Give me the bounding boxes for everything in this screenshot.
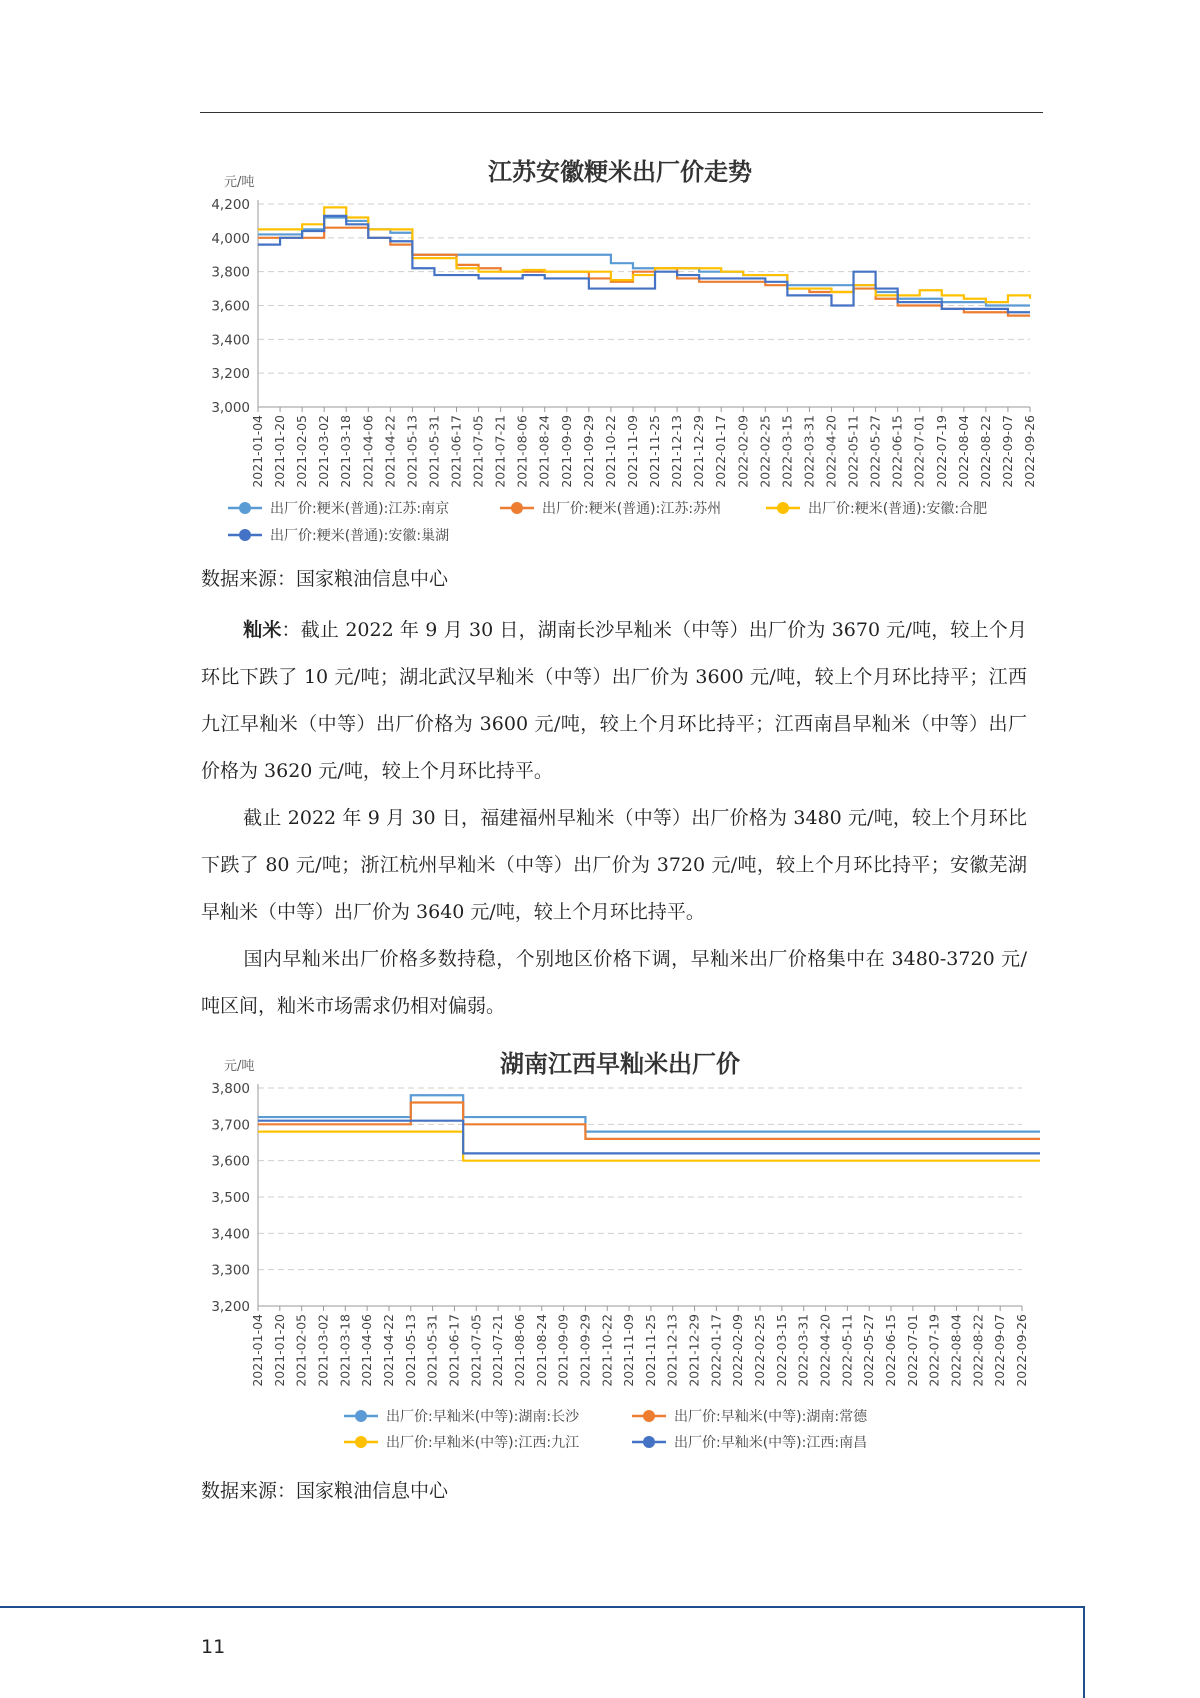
x-tick-label: 2022-01-17 (713, 415, 729, 488)
y-tick-label: 3,300 (211, 1262, 250, 1279)
x-tick-label: 2021-03-02 (316, 415, 332, 488)
x-tick-label: 2022-03-31 (801, 415, 817, 488)
y-tick-label: 3,500 (211, 1190, 250, 1206)
y-tick-label: 3,600 (211, 1153, 250, 1170)
x-tick-label: 2022-03-31 (795, 1314, 811, 1387)
x-tick-label: 2021-11-09 (624, 415, 640, 488)
x-tick-label: 2022-01-17 (708, 1314, 724, 1387)
x-tick-label: 2021-02-05 (294, 415, 310, 488)
x-tick-label: 2021-06-17 (448, 415, 464, 488)
x-tick-label: 2021-11-25 (642, 1314, 658, 1387)
series-line (258, 218, 1030, 306)
y-axis-unit: 元/吨 (224, 1059, 255, 1074)
x-tick-label: 2022-03-15 (779, 415, 795, 488)
paragraph-indica-2 (201, 795, 1027, 936)
paragraph-summary (201, 936, 1027, 1030)
x-tick-label: 2021-03-18 (337, 1314, 353, 1387)
legend-label: 出厂价:粳米(普通):江苏:苏州 (542, 501, 722, 517)
footer-rule (0, 1606, 1085, 1608)
x-tick-label: 2021-04-06 (360, 415, 376, 488)
legend-swatch-dot (643, 1410, 655, 1422)
legend-label: 出厂价:早籼米(中等):湖南:常德 (674, 1409, 868, 1425)
x-tick-label: 2022-08-22 (970, 1314, 986, 1387)
y-tick-label: 3,200 (211, 366, 250, 383)
x-tick-label: 2022-09-07 (992, 1314, 1008, 1387)
x-tick-label: 2021-07-05 (470, 415, 486, 488)
y-tick-label: 4,000 (211, 230, 250, 247)
x-tick-label: 2021-08-06 (514, 415, 530, 488)
x-tick-label: 2021-07-21 (492, 415, 508, 488)
x-tick-label: 2021-07-05 (468, 1314, 484, 1387)
x-tick-label: 2021-04-22 (380, 1314, 396, 1387)
x-tick-label: 2021-09-29 (580, 415, 596, 488)
legend-label: 出厂价:早籼米(中等):江西:南昌 (674, 1435, 868, 1451)
x-tick-label: 2022-06-15 (889, 415, 905, 488)
jiangsu-anhui-japonica-chart (200, 140, 1040, 550)
source-note-2: 数据来源：国家粮油信息中心 (201, 1480, 449, 1502)
x-tick-label: 2022-05-27 (867, 415, 883, 488)
x-tick-label: 2021-05-13 (402, 1314, 418, 1387)
x-tick-label: 2021-05-13 (404, 415, 420, 488)
x-tick-label: 2021-08-06 (511, 1314, 527, 1387)
series-line (258, 1095, 1040, 1135)
x-tick-label: 2022-05-11 (845, 415, 861, 488)
legend-swatch-dot (239, 529, 251, 541)
x-tick-label: 2021-11-25 (647, 415, 663, 488)
legend-label: 出厂价:早籼米(中等):湖南:长沙 (386, 1409, 580, 1425)
x-tick-label: 2021-05-31 (424, 1314, 440, 1387)
legend-swatch-dot (643, 1436, 655, 1448)
chart-title: 湖南江西早籼米出厂价 (500, 1050, 740, 1078)
x-tick-label: 2022-07-01 (911, 415, 927, 488)
legend-swatch-dot (511, 502, 523, 514)
y-tick-label: 3,200 (211, 1299, 250, 1315)
paragraph-indica-1 (201, 607, 1027, 795)
x-tick-label: 2022-09-26 (1022, 415, 1037, 488)
x-tick-label: 2021-01-04 (250, 1314, 265, 1387)
x-tick-label: 2022-09-07 (999, 415, 1015, 488)
y-axis-unit: 元/吨 (224, 175, 255, 190)
paragraph-text: ：截止 2022 年 9 月 30 日，湖南长沙早籼米（中等）出厂价为 3670 元/吨，较上个月环比下跌了 10 元/吨；湖北武汉早籼米（中等）出厂价为 3600 元/吨，较上个月环比持平；江西九江早籼米（中等）出厂价格为 3600 元/吨，较上个月环比持平；江西南昌早籼米（中等）出厂价格为 3620 元/吨，较上个月环比持平。 (201, 619, 1027, 782)
legend-swatch-dot (355, 1436, 367, 1448)
x-tick-label: 2022-07-19 (933, 415, 949, 488)
hunan-jiangxi-early-indica-chart (200, 1040, 1040, 1460)
x-tick-label: 2022-02-25 (752, 1314, 768, 1387)
page-number: 11 (201, 1636, 226, 1658)
x-tick-label: 2021-10-22 (599, 1314, 615, 1387)
x-tick-label: 2021-12-13 (664, 1314, 680, 1387)
x-tick-label: 2021-03-02 (315, 1314, 331, 1387)
x-tick-label: 2022-08-22 (977, 415, 993, 488)
footer-rule-vertical (1083, 1606, 1085, 1698)
y-tick-label: 3,400 (211, 332, 250, 349)
y-tick-label: 3,800 (211, 1081, 250, 1097)
series-line (258, 1103, 1040, 1143)
y-tick-label: 3,700 (211, 1117, 250, 1134)
x-tick-label: 2021-01-04 (250, 415, 265, 488)
x-tick-label: 2021-05-31 (426, 415, 442, 488)
x-tick-label: 2022-02-09 (735, 415, 751, 488)
y-tick-label: 4,200 (211, 197, 250, 213)
x-tick-label: 2021-01-20 (272, 415, 288, 488)
legend-label: 出厂价:早籼米(中等):江西:九江 (386, 1435, 580, 1451)
x-tick-label: 2022-04-20 (817, 1314, 833, 1387)
y-tick-label: 3,000 (211, 400, 250, 416)
chart-svg (200, 140, 1040, 550)
x-tick-label: 2022-03-15 (773, 1314, 789, 1387)
source-note-1: 数据来源：国家粮油信息中心 (201, 568, 449, 590)
x-tick-label: 2022-02-25 (757, 415, 773, 488)
chart-title: 江苏安徽粳米出厂价走势 (488, 158, 752, 186)
x-tick-label: 2022-07-01 (904, 1314, 920, 1387)
series-line (258, 1121, 1040, 1154)
x-tick-label: 2021-09-09 (555, 1314, 571, 1387)
x-tick-label: 2022-05-11 (839, 1314, 855, 1387)
x-tick-label: 2022-06-15 (883, 1314, 899, 1387)
chart-svg (200, 1040, 1040, 1460)
x-tick-label: 2021-02-05 (293, 1314, 309, 1387)
x-tick-label: 2022-04-20 (823, 415, 839, 488)
legend-swatch-dot (239, 502, 251, 514)
x-tick-label: 2022-02-09 (730, 1314, 746, 1387)
x-tick-label: 2021-03-18 (338, 415, 354, 488)
header-rule (200, 112, 1043, 113)
x-tick-label: 2022-05-27 (861, 1314, 877, 1387)
x-tick-label: 2021-07-21 (490, 1314, 506, 1387)
y-tick-label: 3,800 (211, 264, 250, 281)
x-tick-label: 2021-09-29 (577, 1314, 593, 1387)
x-tick-label: 2022-07-19 (926, 1314, 942, 1387)
y-tick-label: 3,400 (211, 1226, 250, 1243)
x-tick-label: 2021-06-17 (446, 1314, 462, 1387)
x-tick-label: 2021-12-29 (691, 414, 707, 488)
x-tick-label: 2021-12-29 (686, 1314, 702, 1387)
x-tick-label: 2021-09-09 (558, 415, 574, 488)
x-tick-label: 2021-12-13 (669, 414, 685, 488)
series-line (258, 1132, 1040, 1161)
paragraph-lead: 籼米 (243, 619, 282, 641)
x-tick-label: 2021-01-20 (271, 1314, 287, 1387)
paragraph-text: 国内早籼米出厂价格多数持稳，个别地区价格下调，早籼米出厂价格集中在 3480-3720 元/吨区间，籼米市场需求仍相对偏弱。 (201, 948, 1027, 1017)
legend-label: 出厂价:粳米(普通):安徽:巢湖 (270, 528, 450, 544)
x-tick-label: 2022-08-04 (948, 1314, 964, 1387)
legend-label: 出厂价:粳米(普通):安徽:合肥 (808, 501, 988, 517)
x-tick-label: 2021-04-06 (359, 1314, 375, 1387)
x-tick-label: 2021-11-09 (621, 1314, 637, 1387)
x-tick-label: 2021-10-22 (602, 415, 618, 488)
x-tick-label: 2022-09-26 (1014, 1314, 1029, 1387)
x-tick-label: 2021-04-22 (382, 415, 398, 488)
y-tick-label: 3,600 (211, 298, 250, 315)
legend-swatch-dot (355, 1410, 367, 1422)
x-tick-label: 2021-08-24 (533, 1314, 549, 1387)
paragraph-text: 截止 2022 年 9 月 30 日，福建福州早籼米（中等）出厂价格为 3480 元/吨，较上个月环比下跌了 80 元/吨；浙江杭州早籼米（中等）出厂价为 3720 元/吨，较上个月环比持平；安徽芜湖早籼米（中等）出厂价为 3640 元/吨，较上个月环比持平。 (201, 807, 1027, 923)
x-tick-label: 2022-08-04 (955, 415, 971, 488)
legend-label: 出厂价:粳米(普通):江苏:南京 (270, 501, 450, 517)
legend-swatch-dot (777, 502, 789, 514)
x-tick-label: 2021-08-24 (536, 415, 552, 488)
